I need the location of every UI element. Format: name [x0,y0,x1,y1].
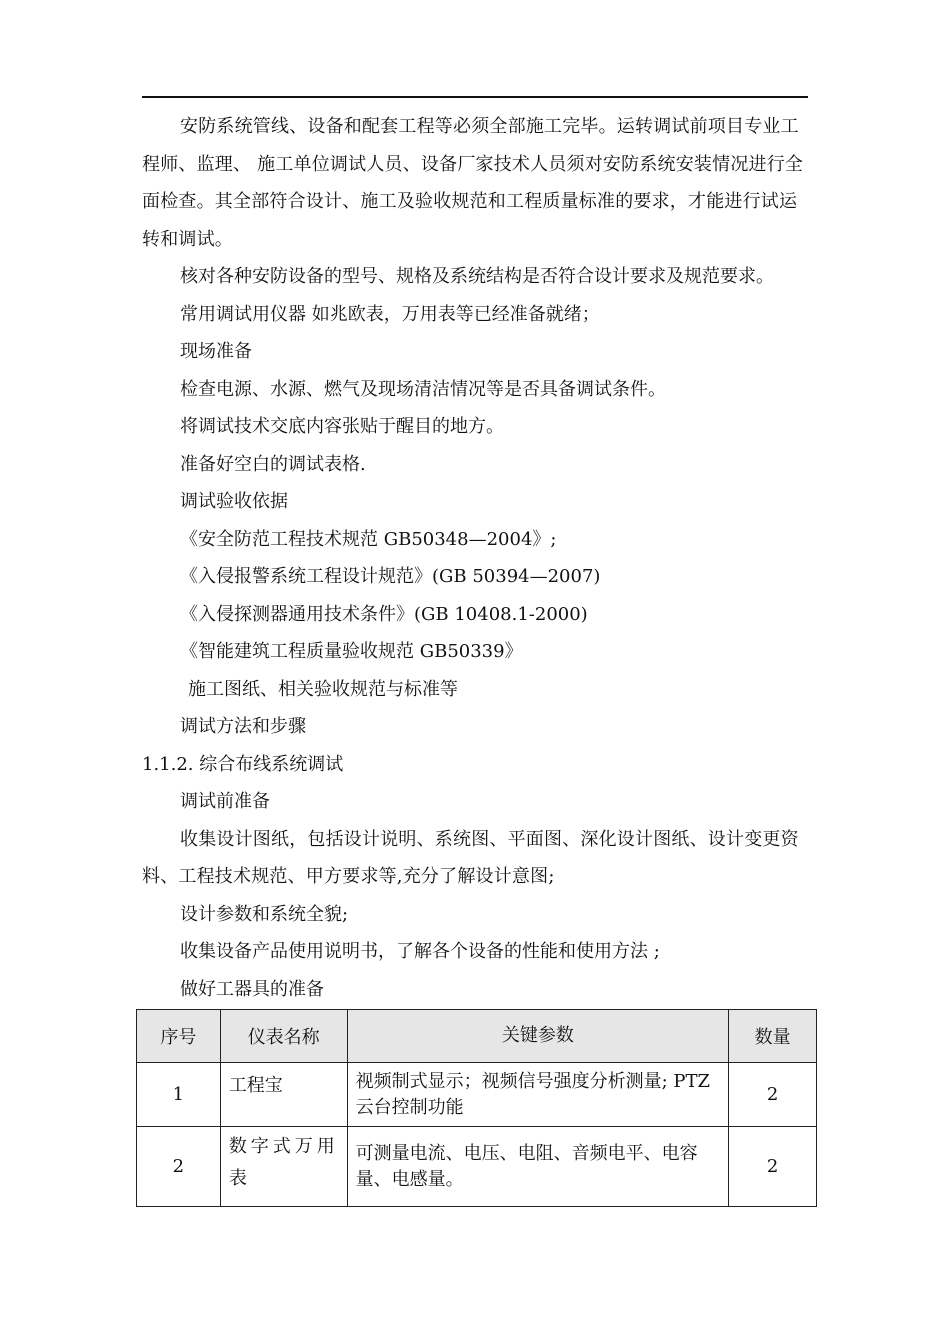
text-line: 准备好空白的调试表格. [180,453,366,475]
text-line: 做好工器具的准备 [180,978,324,1000]
table-header-row [137,1010,817,1063]
text-line: 常用调试用仪器 如兆欧表，万用表等已经准备就绪； [180,303,600,325]
cell-quantity: 2 [729,1063,817,1127]
cell-quantity: 2 [729,1127,817,1207]
section-heading: 1.1.2. 综合布线系统调试 [142,753,344,775]
instrument-table [136,1009,817,1207]
text-line: 设计参数和系统全貌; [180,903,349,925]
table-row [137,1063,817,1127]
document-body [142,108,810,1008]
header-cell-name: 仪表名称 [220,1010,347,1063]
standard-reference: 《安全防范工程技术规范 GB50348—2004》; [180,528,557,550]
design-docs-paragraph: 收集设计图纸，包括设计说明、系统图、平面图、深化设计图纸、设计变更资料、工程技术规范、甲方要求等,充分了解设计意图; [142,828,799,887]
header-cell-params: 关键参数 [347,1010,729,1063]
header-cell-quantity: 数量 [729,1010,817,1063]
text-line: 调试方法和步骤 [180,716,306,737]
standard-reference: 《入侵报警系统工程设计规范》(GB 50394—2007) [180,566,601,587]
standard-reference: 《入侵探测器通用技术条件》(GB 10408.1-2000) [180,603,588,625]
cell-params: 视频制式显示；视频信号强度分析测量; PTZ 云台控制功能 [347,1063,729,1127]
table-row [137,1127,817,1207]
text-line: 调试验收依据 [180,491,288,512]
text-line: 检查电源、水源、燃气及现场清洁情况等是否具备调试条件。 [180,378,666,400]
intro-paragraph: 安防系统管线、设备和配套工程等必须全部施工完毕。运转调试前项目专业工程师、监理、 施工单位调试人员、设备厂家技术人员须对安防系统安装情况进行全面检查。其全部符合设计、施工及验收规范和工程质量标准的要求，才能进行试运转和调试。 [142,116,804,250]
text-line: 现场准备 [180,341,252,362]
header-rule [142,96,808,98]
text-line: 将调试技术交底内容张贴于醒目的地方。 [180,416,504,437]
cell-name: 数字式万用表 [220,1127,347,1207]
cell-number: 2 [137,1127,221,1207]
header-cell-number: 序号 [137,1010,221,1063]
text-line: 调试前准备 [180,791,270,812]
standard-reference: 《智能建筑工程质量验收规范 GB50339》 [180,641,523,662]
text-line: 收集设备产品使用说明书，了解各个设备的性能和使用方法 ; [180,941,660,962]
text-line: 核对各种安防设备的型号、规格及系统结构是否符合设计要求及规范要求。 [180,266,774,287]
cell-params: 可测量电流、电压、电阻、音频电平、电容量、电感量。 [347,1127,729,1207]
text-line: 施工图纸、相关验收规范与标准等 [188,678,458,700]
cell-number: 1 [137,1063,221,1127]
cell-name: 工程宝 [220,1063,347,1127]
